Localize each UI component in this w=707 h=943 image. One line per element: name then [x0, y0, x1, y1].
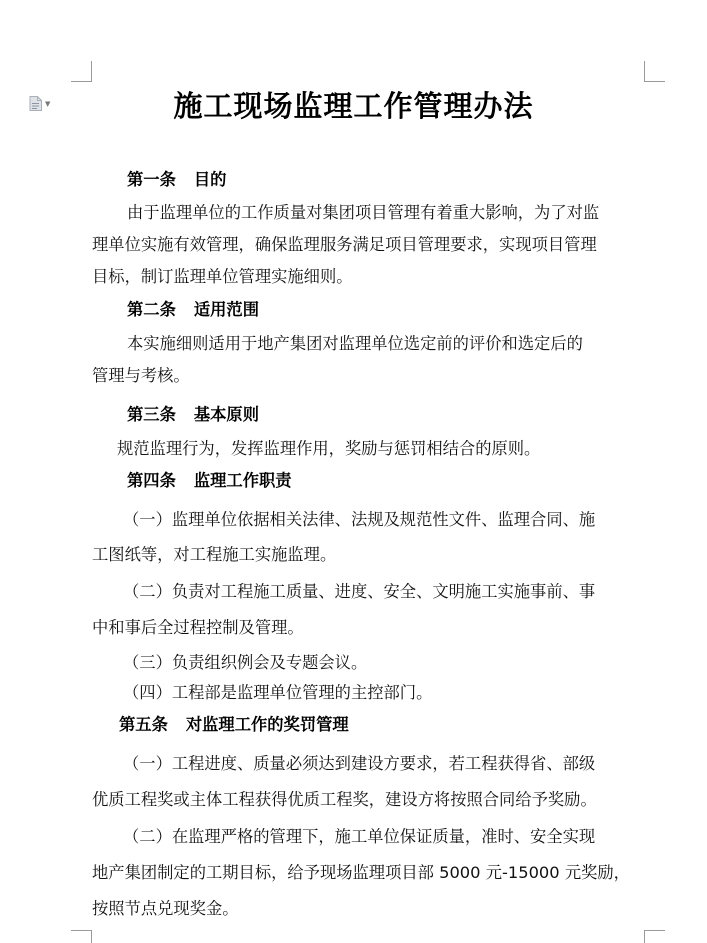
- paragraph-line: （二）在监理严格的管理下，施工单位保证质量，准时、安全实现: [123, 827, 596, 846]
- paragraph-line: 本实施细则适用于地产集团对监理单位选定前的评价和选定后的: [127, 334, 583, 353]
- page-corner-mark-top-left: [71, 61, 92, 82]
- section-title: 对监理工作的奖罚管理: [185, 715, 349, 734]
- paragraph-line: 工图纸等，对工程施工实施监理。: [92, 545, 337, 564]
- section-heading: [127, 403, 259, 427]
- paragraph-line: 规范监理行为，发挥监理作用，奖励与惩罚相结合的原则。: [117, 439, 541, 458]
- paragraph-line: （四）工程部是监理单位管理的主控部门。: [123, 683, 433, 702]
- paragraph-line: 地产集团制定的工期目标，给予现场监理项目部 5000 元-15000 元奖励，: [92, 863, 630, 882]
- section-title: 适用范围: [193, 300, 259, 319]
- section-heading: [127, 168, 226, 192]
- document-title: 施工现场监理工作管理办法: [173, 89, 534, 123]
- paragraph-line: 由于监理单位的工作质量对集团项目管理有着重大影响，为了对监: [127, 203, 600, 222]
- paragraph-line: （三）负责组织例会及专题会议。: [123, 653, 368, 672]
- paragraph-line: 理单位实施有效管理，确保监理服务满足项目管理要求，实现项目管理: [92, 235, 597, 254]
- page-corner-mark-bottom-left: [71, 930, 92, 943]
- section-title: 目的: [193, 170, 227, 189]
- section-number: 第二条: [127, 300, 176, 319]
- section-heading: [127, 298, 259, 322]
- section-title: 基本原则: [193, 405, 259, 424]
- paragraph-line: 中和事后全过程控制及管理。: [92, 618, 304, 637]
- section-title: 监理工作职责: [193, 471, 292, 490]
- page-corner-mark-bottom-right: [644, 930, 665, 943]
- paragraph-line: 管理与考核。: [92, 366, 190, 385]
- paragraph-line: 按照节点兑现奖金。: [92, 899, 239, 918]
- page-corner-mark-top-right: [644, 61, 665, 82]
- paragraph-line: （一）工程进度、质量必须达到建设方要求，若工程获得省、部级: [123, 754, 596, 773]
- section-number: 第五条: [119, 715, 168, 734]
- section-number: 第四条: [127, 471, 176, 490]
- section-heading: [127, 469, 292, 493]
- paragraph-line: （二）负责对工程施工质量、进度、安全、文明施工实施事前、事: [123, 582, 596, 601]
- paragraph-line: 目标，制订监理单位管理实施细则。: [92, 267, 353, 286]
- paragraph-line: 优质工程奖或主体工程获得优质工程奖，建设方将按照合同给予奖励。: [92, 790, 597, 809]
- chevron-down-icon: ▼: [45, 99, 51, 108]
- section-number: 第一条: [127, 170, 176, 189]
- section-number: 第三条: [127, 405, 176, 424]
- paragraph-line: （一）监理单位依据相关法律、法规及规范性文件、监理合同、施: [123, 510, 596, 529]
- section-heading: [119, 713, 349, 737]
